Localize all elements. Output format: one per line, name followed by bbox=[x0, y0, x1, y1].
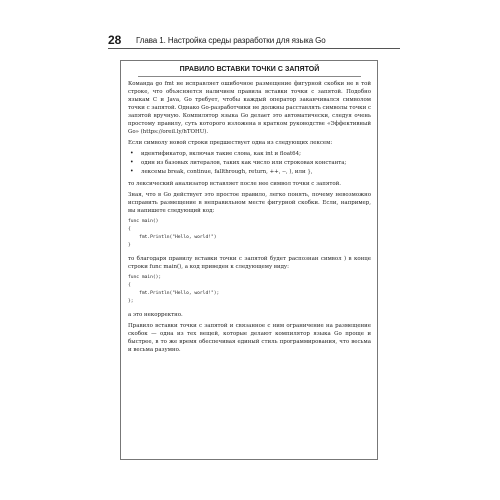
running-head: Глава 1. Настройка среды разработки для языка Go bbox=[136, 35, 326, 45]
box-title: ПРАВИЛО ВСТАВКИ ТОЧКИ С ЗАПЯТОЙ bbox=[179, 66, 320, 73]
code-block-transformed: func main(); { fmt.Println("Hello, world!"); }; bbox=[128, 274, 220, 304]
paragraph-result: то лексический анализатор вставляет после нее символ точки с запятой. bbox=[128, 180, 341, 187]
bullet-icon: • bbox=[130, 159, 134, 167]
paragraph-example-intro: Зная, что в Go действует это простое правило, легко понять, почему невозможно исправить размещение в неправильном месте фигурной скобки. Если, например, вы напишете следующий код: bbox=[128, 191, 371, 214]
sidebar-box bbox=[120, 60, 378, 460]
paragraph-explanation: то благодаря правилу вставки точки с запятой будет распознан символ ) в конце строки func main(), а код приведен к следующему виду: bbox=[128, 255, 371, 270]
paragraph-conclusion: Правило вставки точки с запятой и связанное с ним ограничение на размещение скобок — одна из тех вещей, которые делают компилятор языка Go проще и быстрее, в то же время обеспечивая единый стиль программирования, что весьма и весьма разумно. bbox=[128, 322, 371, 353]
bullet-icon: • bbox=[130, 168, 134, 176]
list-item bbox=[128, 150, 371, 158]
list-item-text: лексемы break, continue, fallthrough, return, ++, --, ), или }, bbox=[141, 169, 313, 176]
paragraph-condition: Если символу новой строки предшествует одна из следующих лексем: bbox=[128, 140, 333, 147]
page-header bbox=[108, 33, 408, 47]
paragraph-incorrect: а это некорректно. bbox=[128, 311, 183, 318]
list-item bbox=[128, 159, 371, 167]
lexeme-list bbox=[128, 150, 371, 176]
page-number: 28 bbox=[108, 33, 122, 47]
list-item bbox=[128, 168, 371, 176]
list-item-text: один из базовых литералов, таких как число или строковая константа; bbox=[141, 160, 347, 167]
list-item-text: идентификатор, включая такие слова, как int и float64; bbox=[141, 151, 301, 158]
paragraph-intro: Команда go fmt не исправляет ошибочное размещение фигурной скобки не в той строке, что объясняется наличием правила вставки точки с запятой. Подобно языкам C и Java, Go требует, чтобы каждый оператор заканчивался символом точки с запятой. Однако Go-разработчики не должны расставлять символы точки с запятой вручную. Компилятор языка Go делает это автоматически, следуя очень простому правилу, суть которого изложена в кратком руководстве «Эффективный Go» (https://oreil.ly/hTOHU). bbox=[128, 81, 371, 136]
bullet-icon: • bbox=[130, 150, 134, 158]
code-block-original: func main() { fmt.Println("Hello, world!") } bbox=[128, 218, 217, 248]
header-rule bbox=[108, 48, 400, 49]
title-rule bbox=[138, 76, 361, 77]
